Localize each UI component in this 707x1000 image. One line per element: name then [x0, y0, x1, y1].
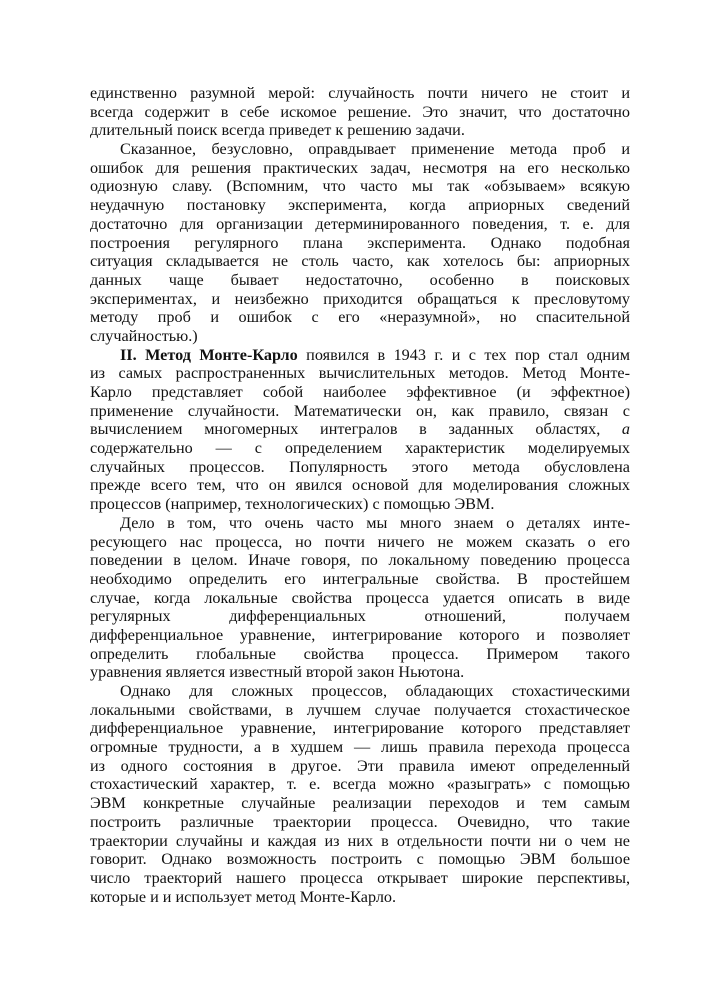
heading-line-rest: появился в 1943 г. и с тех пор стал одним: [297, 345, 630, 364]
text-segment: вычислением многомерных интегралов в заданных областях,: [90, 420, 601, 439]
text-line: всегда содержит в себе искомое решение. Это значит, что достаточно: [90, 102, 630, 121]
text-line: число траекторий нашего процесса открывает широкие перспективы,: [90, 868, 630, 887]
text-line: данных чаще бывает недостаточно, особенно в поисковых: [90, 270, 630, 289]
text-line: ошибок для решения практических задач, несмотря на его несколько: [90, 158, 630, 177]
text-line: процессов (например, технологических) с помощью ЭВМ.: [90, 495, 495, 514]
text-line: дифференциальное уравнение, интегрирование которого и позволяет: [90, 625, 630, 644]
text-line: регулярных дифференциальных отношений, получаем: [90, 607, 630, 626]
text-line: локальными свойствами, в лучшем случае получается стохастическое: [90, 700, 630, 719]
text-line: Дело в том, что очень часто мы много знаем о деталях инте-: [120, 513, 630, 532]
text-line: одиозную славу. (Вспомним, что часто мы так «обзываем» всякую: [90, 177, 630, 196]
text-line: [90, 346, 630, 365]
text-line: Однако для сложных процессов, обладающих стохастическими: [120, 682, 630, 700]
text-line: уравнения является известный второй закон Ньютона.: [90, 663, 465, 682]
paragraph: [90, 84, 630, 140]
text-line: случае, когда локальные свойства процесса удается описать в виде: [90, 588, 630, 607]
text-line: содержательно — с определением характеристик моделируемых: [90, 439, 630, 458]
paragraph: [90, 682, 630, 906]
text-line: огромные трудности, а в худшем — лишь правила перехода процесса: [90, 738, 630, 757]
text-line: экспериментах, и неизбежно приходится обращаться к пресловутому: [90, 289, 630, 308]
text-line: Сказанное, безусловно, оправдывает применение метода проб и: [120, 140, 630, 159]
text-line: Карло представляет собой наиболее эффективное (и эффектное): [90, 383, 630, 401]
document-page: [90, 84, 630, 906]
text-line: говорит. Однако возможность построить с помощью ЭВМ большое: [90, 850, 630, 869]
text-line: применение случайности. Математически он, как правило, связан с: [90, 401, 630, 420]
paragraph-monte-carlo: [90, 346, 630, 514]
text-line: случайностью.): [90, 326, 198, 345]
text-line: ситуация складывается не столь часто, как хотелось бы: априорных: [90, 252, 630, 271]
text-line: дифференциальное уравнение, интегрирование которого представляет: [90, 719, 630, 738]
italic-word: а: [621, 420, 631, 439]
text-line: прежде всего тем, что он явился основой для моделирования сложных: [90, 476, 630, 495]
text-line: поведении в целом. Иначе говоря, по локальному поведению процесса: [90, 551, 630, 570]
section-heading: II. Метод Монте-Карло: [120, 345, 298, 364]
text-line: необходимо определить его интегральные свойства. В простейшем: [90, 569, 630, 588]
text-line: из одного состояния в другое. Эти правила имеют определенный: [90, 756, 630, 775]
text-line: которые и и использует метод Монте-Карло.: [90, 887, 397, 906]
paragraph: [90, 140, 630, 346]
text-line: ЭВМ конкретные случайные реализации переходов и тем самым: [90, 794, 630, 813]
text-line: из самых распространенных вычислительных методов. Метод Монте-: [90, 364, 630, 383]
text-line: достаточно для организации детерминированного поведения, т. е. для: [90, 214, 630, 233]
text-line: длительный поиск всегда приведет к решению задачи.: [90, 121, 465, 140]
text-line: [90, 420, 630, 439]
text-line: определить глобальные свойства процесса. Примером такого: [90, 644, 630, 663]
text-line: ресующего нас процесса, но почти ничего не можем сказать о его: [90, 532, 630, 551]
text-line: построить различные траектории процесса. Очевидно, что такие: [90, 812, 630, 831]
text-line: траектории случайны и каждая из них в отдельности почти ни о чем не: [90, 831, 630, 850]
text-line: единственно разумной мерой: случайность почти ничего не стоит и: [90, 84, 630, 102]
text-line: случайных процессов. Популярность этого метода обусловлена: [90, 457, 630, 476]
text-line: стохастический характер, т. е. всегда можно «разыграть» с помощью: [90, 775, 630, 794]
paragraph: [90, 514, 630, 682]
text-line: неудачную постановку эксперимента, когда априорных сведений: [90, 196, 630, 215]
text-line: методу проб и ошибок с его «неразумной», но спасительной: [90, 308, 630, 327]
text-line: построения регулярного плана эксперимента. Однако подобная: [90, 233, 630, 252]
